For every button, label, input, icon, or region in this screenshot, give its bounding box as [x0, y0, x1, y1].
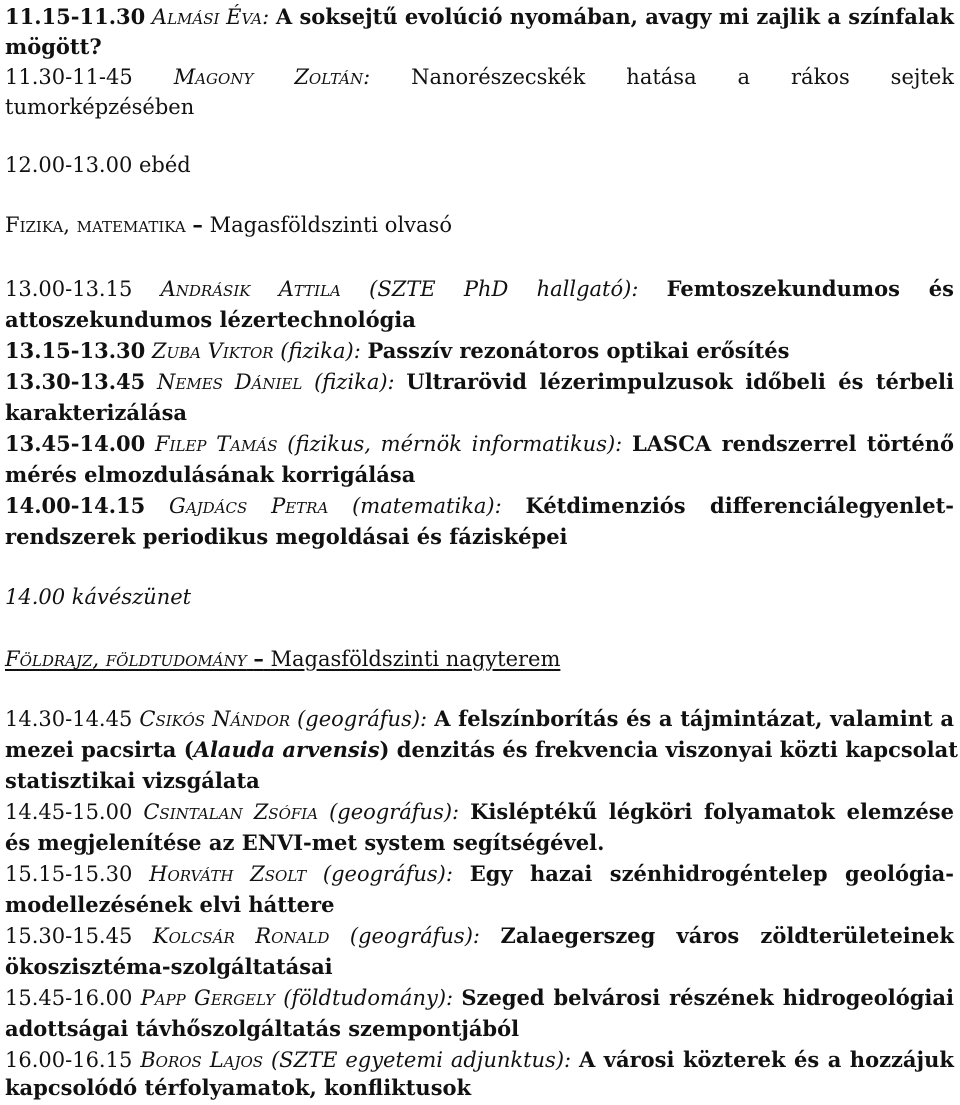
talk-time: 16.00-16.15: [5, 1048, 133, 1072]
talk-entry: [5, 367, 954, 397]
speaker-role: (SZTE egyetemi adjunktus):: [270, 1048, 572, 1072]
talk-title: A felszínborítás és a tájmintázat, valamint a: [434, 706, 954, 731]
talk-title-continued: [5, 828, 954, 858]
talk-title-continued: [5, 735, 958, 765]
talk-time: 15.45-16.00: [5, 986, 133, 1010]
speaker-name: Filep Tamás: [154, 432, 278, 456]
talk-title: statisztikai vizsgálata: [5, 768, 260, 793]
speaker-role: (földtudomány):: [283, 986, 454, 1010]
talk-title: modellezésének elvi háttere: [5, 892, 335, 917]
talk-time: 15.15-15.30: [5, 862, 133, 886]
speaker-name: Andrásik Attila: [160, 277, 341, 301]
talk-entry: [5, 336, 954, 366]
talk-title-continued: [5, 952, 954, 982]
talk-time: 13.15-13.30: [5, 338, 146, 363]
speaker-name: Papp Gergely: [140, 986, 275, 1010]
talk-title-continued: [5, 460, 954, 490]
speaker-name: Magony Zoltán:: [173, 65, 371, 89]
speaker-role: (geográfus):: [349, 924, 480, 948]
section-dash: –: [253, 646, 264, 671]
lunch-text: 12.00-13.00 ebéd: [5, 153, 191, 177]
talk-entry: [5, 797, 954, 827]
section-dash: –: [192, 212, 203, 237]
speaker-role: (fizika):: [314, 370, 395, 394]
talk-entry: [5, 1045, 954, 1075]
lunch-break: [5, 150, 954, 180]
section-room: Magasföldszinti olvasó: [209, 213, 452, 237]
talk-title: Femtoszekundumos és: [666, 276, 954, 301]
talk-title: karakterizálása: [5, 400, 188, 425]
talk-title: attoszekundumos lézertechnológia: [5, 307, 416, 332]
talk-title: adottságai távhőszolgáltatás szempontjából: [5, 1016, 520, 1041]
speaker-name: Kolcsár Ronald: [152, 924, 330, 948]
section-field: Fizika, matematika: [5, 213, 186, 237]
coffee-break: [5, 582, 954, 612]
section-header-physics: [5, 210, 954, 240]
talk-entry: [5, 62, 954, 92]
speaker-name: Boros Lajos: [140, 1048, 264, 1072]
talk-time: 14.30-14.45: [5, 707, 133, 731]
talk-title-continued: [5, 398, 954, 428]
talk-title-continued: [5, 305, 954, 335]
talk-entry: [5, 2, 954, 32]
talk-title-continued: [5, 522, 954, 552]
section-room: Magasföldszinti nagyterem: [270, 647, 561, 671]
talk-entry: [5, 921, 954, 951]
speaker-role: (geográfus):: [329, 800, 460, 824]
talk-time: 11.30-11-45: [5, 65, 133, 89]
talk-title: rendszerek periodikus megoldásai és fázisképei: [5, 524, 568, 549]
talk-title-continued: [5, 1014, 954, 1044]
speaker-role: (geográfus):: [297, 707, 428, 731]
talk-title-continued: [5, 92, 954, 122]
talk-title: A soksejtű evolúció nyomában, avagy mi zajlik a színfalak: [275, 4, 955, 29]
talk-title: Passzív rezonátoros optikai erősítés: [367, 338, 790, 363]
talk-entry: [5, 274, 954, 304]
talk-time: 13.30-13.45: [5, 369, 146, 394]
speaker-name: Almási Éva:: [151, 5, 270, 29]
talk-title: mezei pacsirta (: [5, 737, 194, 762]
talk-title: ökoszisztéma-szolgáltatásai: [5, 954, 333, 979]
talk-title: Nanorészecskék hatása a rákos sejtek: [411, 65, 954, 89]
talk-title: mögött?: [5, 34, 102, 59]
speaker-name: Zuba Viktor: [151, 339, 274, 363]
speaker-role: (SZTE PhD hallgató):: [369, 277, 639, 301]
talk-entry: [5, 983, 954, 1013]
talk-title-continued: [5, 32, 954, 62]
section-field: Földrajz, földtudomány: [5, 647, 247, 671]
speaker-name: Gajdács Petra: [169, 494, 329, 518]
speaker-role: (fizikus, mérnök informatikus):: [287, 432, 623, 456]
talk-entry: [5, 491, 954, 521]
talk-title: Ultrarövid lézerimpulzusok időbeli és térbeli: [406, 369, 954, 394]
talk-title: Kisléptékű légköri folyamatok elemzése: [470, 799, 954, 824]
species-name: Alauda arvensis: [193, 737, 380, 762]
talk-time: 13.00-13.15: [5, 277, 133, 301]
talk-entry: [5, 704, 954, 734]
talk-title: tumorképzésében: [5, 95, 195, 119]
speaker-name: Csikós Nándor: [139, 707, 291, 731]
talk-entry: [5, 429, 954, 459]
talk-title: Szeged belvárosi részének hidrogeológiai: [461, 985, 954, 1010]
speaker-role: (geográfus):: [322, 862, 453, 886]
speaker-role: (matematika):: [352, 494, 502, 518]
talk-title-continued: [5, 1073, 954, 1103]
talk-title: LASCA rendszerrel történő: [631, 431, 954, 456]
talk-title: és megjelenítése az ENVI-met system segítségével.: [5, 830, 605, 855]
coffee-text: 14.00 kávészünet: [5, 585, 192, 609]
talk-title: Zalaegerszeg város zöldterületeinek: [500, 923, 954, 948]
speaker-role: (fizika):: [280, 339, 361, 363]
talk-title: ) denzitás és frekvencia viszonyai közti kapcsolat: [379, 737, 958, 762]
talk-entry: [5, 859, 954, 889]
section-header-geo: [5, 644, 954, 674]
speaker-name: Nemes Dániel: [157, 370, 303, 394]
talk-title-continued: [5, 766, 954, 796]
talk-title: Kétdimenziós differenciálegyenlet-: [525, 493, 954, 518]
talk-time: 14.45-15.00: [5, 800, 133, 824]
talk-title: A városi közterek és a hozzájuk: [578, 1047, 954, 1072]
talk-time: 11.15-11.30: [5, 4, 146, 29]
talk-time: 15.30-15.45: [5, 924, 133, 948]
speaker-name: Horváth Zsolt: [149, 862, 307, 886]
speaker-name: Csintalan Zsófia: [143, 800, 319, 824]
talk-time: 13.45-14.00: [5, 431, 146, 456]
talk-title: mérés elmozdulásának korrigálása: [5, 462, 416, 487]
talk-title-continued: [5, 890, 954, 920]
talk-title: Egy hazai szénhidrogéntelep geológia-: [469, 861, 954, 886]
talk-time: 14.00-14.15: [5, 493, 146, 518]
talk-title: kapcsolódó térfolyamatok, konfliktusok: [5, 1075, 472, 1100]
